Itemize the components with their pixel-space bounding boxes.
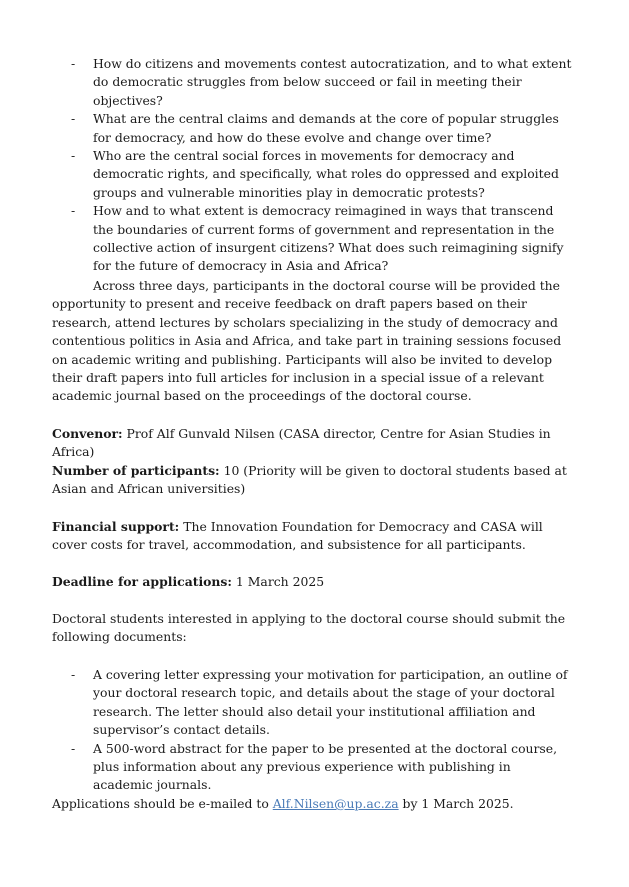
question-text: Who are the central social forces in movements for democracy and democratic rights, and specifically, what roles do oppressed and exploited groups and vulnerable minorities play in democratic protests? [93, 148, 559, 200]
deadline-paragraph [52, 573, 577, 591]
participants-paragraph [52, 462, 577, 499]
financial-support-label: Financial support: [52, 519, 180, 534]
question-text: What are the central claims and demands at the core of popular struggles for democracy, and how do these evolve and change over time? [93, 111, 559, 145]
financial-support-paragraph [52, 518, 577, 555]
email-link[interactable]: Alf.Nilsen@up.ac.za [272, 796, 399, 811]
required-documents-list [52, 666, 572, 795]
documents-intro-paragraph: Doctoral students interested in applying to the doctoral course should submit the following documents: [52, 611, 566, 645]
applications-prefix: Applications should be e-mailed to [52, 796, 273, 811]
bullet-dash: - [71, 740, 76, 756]
list-item [52, 147, 572, 202]
question-text: How do citizens and movements contest autocratization, and to what extent do democratic struggles from below succeed or fail in meeting their objectives? [93, 56, 572, 108]
bullet-dash: - [71, 56, 76, 71]
question-text: How and to what extent is democracy reimagined in ways that transcend the boundaries of current forms of government and representation in the collective action of insurgent citizens? What does such reimagining signify for the future of democracy in Asia and Africa? [93, 203, 564, 274]
deadline-label: Deadline for applications: [52, 574, 232, 589]
convenor-value: Prof Alf Gunvald Nilsen (CASA director, Centre for Asian Studies in Africa) [52, 426, 551, 460]
applications-suffix: by 1 March 2025. [398, 796, 514, 811]
list-item [52, 110, 572, 147]
intro-paragraph: Across three days, participants in the doctoral course will be provided the opportunity to present and receive feedback on draft papers based on their research, attend lectures by scholars specializing in the study of democracy and contentious politics in Asia and Africa, and take part in training sessions focused on academic writing and publishing. Participants will also be invited to develop their draft papers into full articles for inclusion in a special issue of a relevant academic journal based on the proceedings of the doctoral course. [52, 278, 562, 404]
document-text: A 500-word abstract for the paper to be presented at the doctoral course, plus information about any previous experience with publishing in academic journals. [93, 740, 558, 793]
applications-paragraph [52, 795, 577, 813]
research-questions-list [52, 55, 572, 276]
bullet-dash: - [71, 667, 76, 682]
list-item [52, 202, 572, 276]
document-text: A covering letter expressing your motivation for participation, an outline of your doctoral research topic, and details about the stage of your doctoral research. The letter should also detail your institutional affiliation and supervisor’s contact details. [93, 667, 568, 738]
bullet-dash: - [71, 203, 76, 219]
bullet-dash: - [71, 148, 76, 164]
participants-value: 10 (Priority will be given to doctoral students based at Asian and African universities) [52, 463, 567, 497]
convenor-paragraph [52, 425, 577, 462]
list-item [52, 55, 572, 110]
participants-label: Number of participants: [52, 463, 220, 478]
deadline-value: 1 March 2025 [231, 574, 325, 589]
bullet-dash: - [71, 111, 76, 127]
convenor-label: Convenor: [52, 426, 123, 441]
list-item [52, 740, 572, 795]
list-item [52, 666, 572, 740]
financial-support-value: The Innovation Foundation for Democracy and CASA will cover costs for travel, accommodation, and subsistence for all participants. [52, 519, 543, 553]
